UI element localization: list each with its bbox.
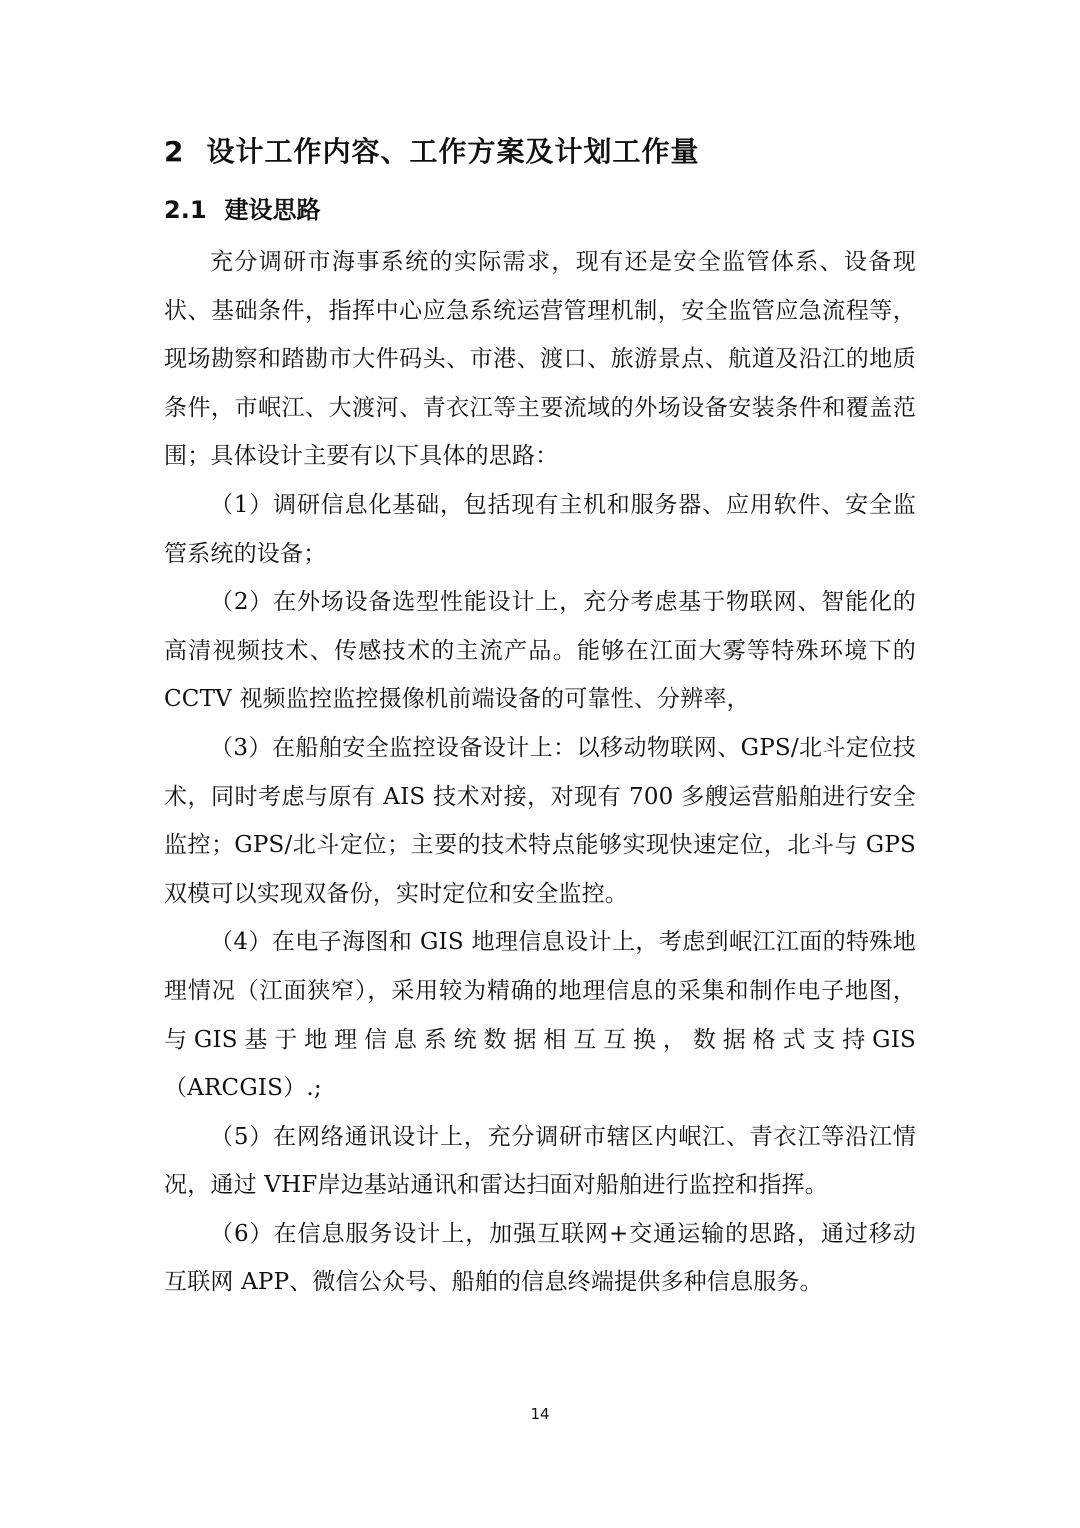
paragraph-item-6: （6）在信息服务设计上，加强互联网+交通运输的思路，通过移动互联网 APP、微信公众号、船舶的信息终端提供多种信息服务。 [164, 1220, 916, 1296]
paragraph-item-2: （2）在外场设备选型性能设计上，充分考虑基于物联网、智能化的高清视频技术、传感技术的主流产品。能够在江面大雾等特殊环境下的 CCTV 视频监控监控摄像机前端设备的可靠性、分辨率， [164, 589, 916, 713]
paragraph-item-3: （3）在船舶安全监控设备设计上：以移动物联网、GPS/北斗定位技术，同时考虑与原有 AIS 技术对接，对现有 700 多艘运营船舶进行安全监控；GPS/北斗定位；主要的技术特点能够实现快速定位，北斗与 GPS 双模可以实现双备份，实时定位和安全监控。 [164, 734, 916, 907]
subsection-number: 2.1 [164, 196, 207, 224]
subsection-title: 建设思路 [224, 196, 321, 224]
section-title: 设计工作内容、工作方案及计划工作量 [206, 135, 700, 168]
section-heading [164, 128, 916, 176]
paragraph-item-1: （1）调研信息化基础，包括现有主机和服务器、应用软件、安全监管系统的设备； [164, 491, 916, 567]
paragraph-item-5: （5）在网络通讯设计上，充分调研市辖区内岷江、青衣江等沿江情况，通过 VHF岸边基站通讯和雷达扫面对船舶进行监控和指挥。 [164, 1123, 916, 1199]
paragraph-intro: 充分调研市海事系统的实际需求，现有还是安全监管体系、设备现状、基础条件，指挥中心应急系统运营管理机制，安全监管应急流程等，现场勘察和踏勘市大件码头、市港、渡口、旅游景点、航道及沿江的地质条件，市岷江、大渡河、青衣江等主要流域的外场设备安装条件和覆盖范围；具体设计主要有以下具体的思路： [164, 249, 916, 470]
subsection-heading [164, 190, 916, 230]
section-number: 2 [164, 135, 185, 168]
paragraph-item-4: （4）在电子海图和 GIS 地理信息设计上，考虑到岷江江面的特殊地理情况（江面狭窄），采用较为精确的地理信息的采集和制作电子地图，与GIS基于地理信息系统数据相互互换，数据格式支持GIS（ARCGIS）.; [164, 929, 916, 1102]
page-number: 14 [530, 1405, 550, 1423]
page-content [164, 128, 916, 1307]
